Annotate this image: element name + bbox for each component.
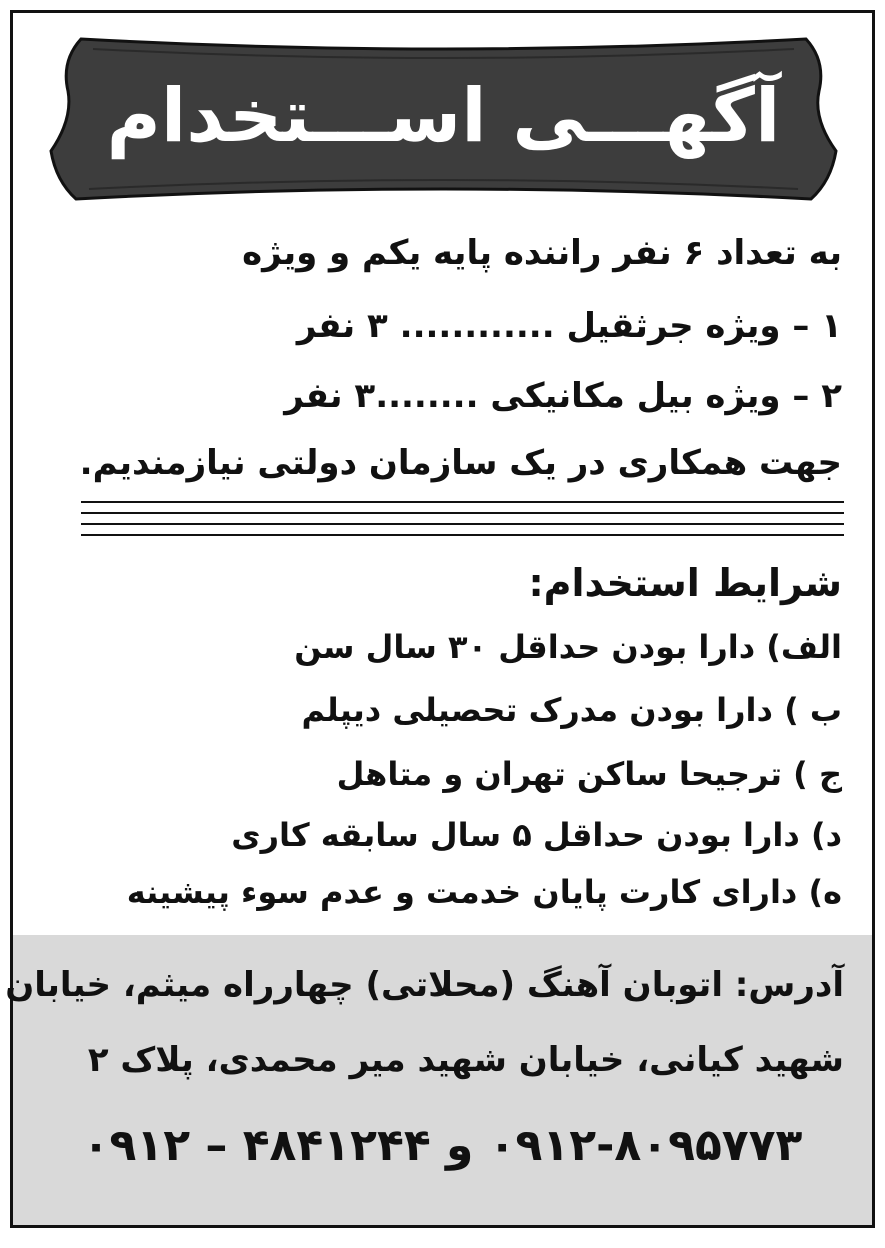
- condition-item: د) دارا بودن حداقل ۵ سال سابقه کاری: [231, 816, 842, 854]
- conditions-heading: شرایط استخدام:: [528, 561, 842, 605]
- page-title: آگهـــی اســـتخدام: [106, 73, 781, 159]
- intro-text: به تعداد ۶ نفر راننده پایه یکم و ویژه: [242, 233, 842, 273]
- condition-item: ب ) دارا بودن مدرک تحصیلی دیپلم: [301, 691, 842, 729]
- condition-item: ه) دارای کارت پایان خدمت و عدم سوء پیشینه: [126, 873, 842, 911]
- purpose-text: جهت همکاری در یک سازمان دولتی نیازمندیم.: [79, 443, 842, 483]
- job-advertisement: [5, 10, 875, 1228]
- position-item: ۱ – ویژه جرثقیل ............ ۳ نفر: [296, 306, 842, 346]
- title-banner: [41, 31, 846, 206]
- address-line: شهید کیانی، خیابان شهید میر محمدی، پلاک ۲: [87, 1040, 844, 1080]
- address-line: آدرس: اتوبان آهنگ (محلاتی) چهارراه میثم، خیابان: [5, 965, 844, 1005]
- section-divider: [81, 501, 844, 535]
- address-panel: [5, 935, 872, 1225]
- phone-numbers: ۰۹۱۲-۸۰۹۵۷۷۳ و ۴۸۴۱۲۴۴ – ۰۹۱۲: [82, 1120, 803, 1171]
- position-item: ۲ – ویژه بیل مکانیکی ........۳ نفر: [284, 376, 842, 416]
- condition-item: ج ) ترجیحا ساکن تهران و متاهل: [336, 755, 842, 793]
- condition-item: الف) دارا بودن حداقل ۳۰ سال سن: [294, 628, 842, 666]
